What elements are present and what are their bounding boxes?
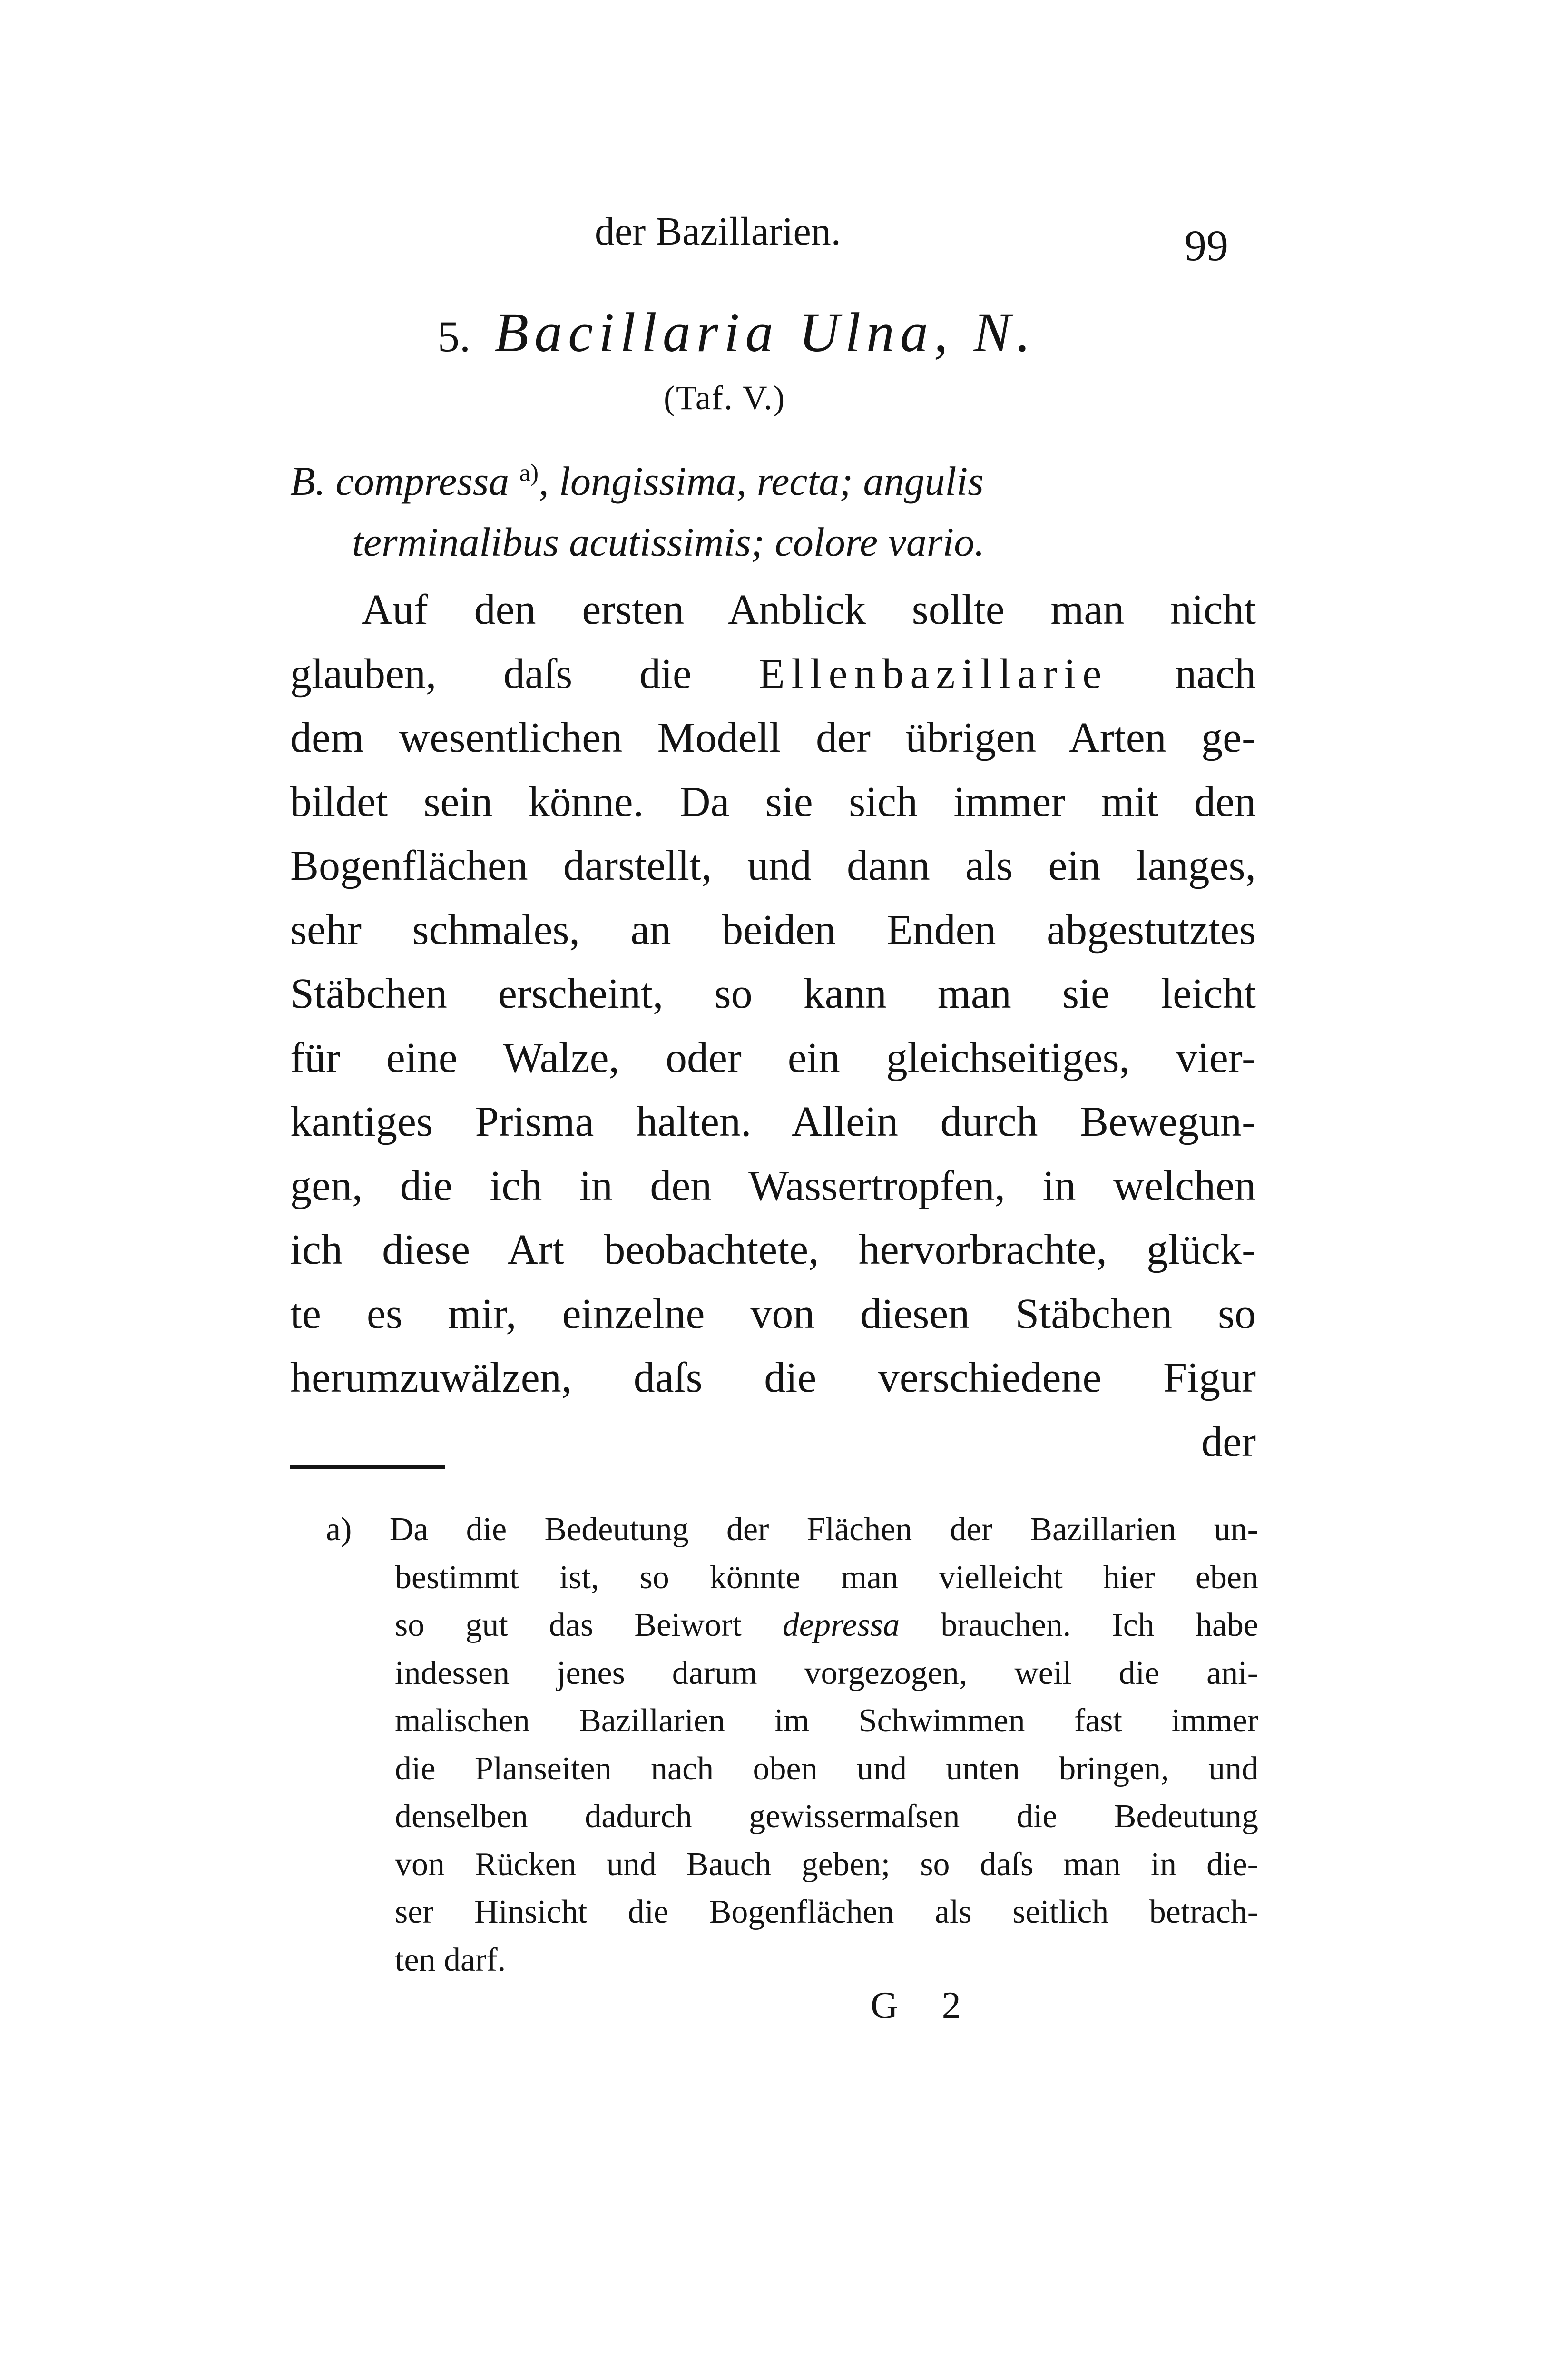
body-line: ich diese Art beobachtete, hervorbrachte, glück- [290,1226,1256,1273]
footnote-mark: a) [519,459,539,486]
footnote [326,1506,1258,1984]
body-line: kantiges Prisma halten. Allein durch Bewegun- [290,1098,1256,1145]
species-heading [438,301,1037,364]
species-number: 5. [438,312,470,361]
body-line: sehr schmales, an beiden Enden abgestutztes [290,906,1256,954]
body-line: te es mir, einzelne von diesen Stäbchen so [290,1290,1256,1337]
diagnosis-genus-text: B. compressa [290,458,510,504]
body-line: gen, die ich in den Wassertropfen, in welchen [290,1162,1256,1209]
plate-reference: (Taf. V.) [664,379,786,417]
diagnosis-line-2: terminalibus acutissimis; colore vario. [352,519,985,565]
signature-mark: G 2 [871,1985,978,2026]
diagnosis-continuation: , longissima, recta; angulis [539,458,984,504]
footnote-italic-term: depressa [782,1607,900,1643]
body-line: Stäbchen erscheint, so kann man sie leicht [290,970,1256,1017]
footnote-rule [290,1465,445,1469]
spaced-common-name: Ellenbazillarie [758,650,1108,698]
footnote-text-run: so gut das Beiwort [395,1607,783,1643]
body-text-run: nach [1108,650,1256,698]
body-line: für eine Walze, oder ein gleichseitiges, vier- [290,1034,1256,1081]
body-line: herumzuwälzen, daſs die verschiedene Figur [290,1354,1256,1401]
body-text-run: glauben, daſs die [290,650,759,698]
footnote-text-run: brauchen. Ich habe [900,1607,1258,1643]
footnote-line: ten darf. [395,1941,506,1978]
page-number: 99 [1185,221,1228,270]
species-name: Bacillaria Ulna, N. [494,301,1037,364]
body-paragraph [290,578,1256,1474]
footnote-line: ser Hinsicht die Bogenflächen als seitlich betrach- [395,1894,1258,1930]
catchword: der [1201,1418,1256,1465]
diagnosis-line-1 [290,458,984,504]
footnote-line: a) Da die Bedeutung der Flächen der Bazillarien un- [326,1511,1258,1548]
body-line: bildet sein könne. Da sie sich immer mit den [290,778,1256,826]
footnote-line [326,1602,1258,1650]
footnote-line: bestimmt ist, so könnte man vielleicht hier eben [395,1559,1258,1596]
latin-diagnosis [290,442,1256,572]
footnote-line: von Rücken und Bauch geben; so daſs man in die- [395,1846,1258,1883]
body-line: Auf den ersten Anblick sollte man nicht [362,586,1256,633]
body-line: dem wesentlichen Modell der übrigen Arten ge- [290,714,1256,761]
footnote-line: die Planseiten nach oben und unten bringen, und [395,1750,1258,1787]
footnote-line: indessen jenes darum vorgezogen, weil die ani- [395,1654,1258,1691]
body-line [290,642,1256,707]
body-line: Bogenflächen darstellt, und dann als ein langes, [290,842,1256,889]
footnote-line: denselben dadurch gewissermaſsen die Bedeutung [395,1798,1258,1835]
running-head: der Bazillarien. [595,209,841,254]
footnote-line: malischen Bazillarien im Schwimmen fast immer [395,1702,1258,1739]
